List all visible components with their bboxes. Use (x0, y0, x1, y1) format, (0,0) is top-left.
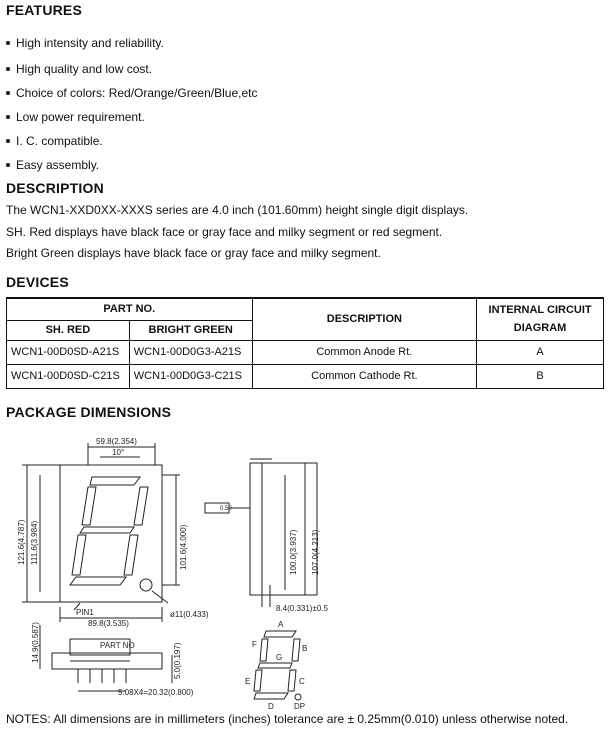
package-drawing (0, 425, 610, 710)
dim-dp-dia: ø11(0.433) (170, 610, 209, 619)
dim-pin1: PIN1 (76, 608, 94, 617)
feature-item: High quality and low cost. (6, 62, 152, 76)
dim-pitch: 5.08X4=20.32(0.800) (118, 688, 194, 697)
description-line: The WCN1-XXD0XX-XXXS series are 4.0 inch (101.60mm) height single digit displays. (6, 203, 469, 217)
devices-heading: DEVICES (6, 274, 69, 290)
dim-side-inner: 100.0(3.937) (289, 529, 298, 575)
dim-height-outer: 121.6(4.787) (17, 519, 26, 565)
header-part-no: PART NO. (7, 298, 253, 320)
dim-flatness: 0.50 (220, 506, 232, 512)
cell-bright-green: WCN1-00D0G3-A21S (129, 340, 252, 364)
feature-item: High intensity and reliability. (6, 36, 164, 50)
seg-d-label: D (268, 702, 274, 710)
seg-dp-label: DP (294, 702, 306, 710)
cell-sh-red: WCN1-00D0SD-A21S (7, 340, 130, 364)
bullet-icon (6, 67, 10, 71)
seg-e-label: E (245, 677, 251, 686)
feature-item: Choice of colors: Red/Orange/Green/Blue,etc (6, 86, 257, 100)
cell-diagram: B (477, 364, 604, 388)
header-description: DESCRIPTION (252, 298, 477, 340)
features-heading: FEATURES (6, 2, 83, 18)
package-heading: PACKAGE DIMENSIONS (6, 404, 172, 420)
dim-bottom-width: 89.8(3.535) (88, 619, 129, 628)
cell-bright-green: WCN1-00D0G3-C21S (129, 364, 252, 388)
bullet-icon (6, 41, 10, 45)
seg-b-label: B (302, 644, 308, 653)
dim-height-inner: 111.6(3.984) (30, 520, 39, 565)
seg-c-label: C (299, 677, 305, 686)
feature-item: Easy assembly. (6, 158, 99, 172)
cell-description: Common Anode Rt. (252, 340, 477, 364)
bullet-icon (6, 91, 10, 95)
feature-item: I. C. compatible. (6, 134, 103, 148)
description-line: Bright Green displays have black face or gray face and milky segment. (6, 246, 381, 260)
dim-pin-len: 5.0(0.197) (173, 642, 182, 679)
bullet-icon (6, 163, 10, 167)
dim-digit-height: 101.6(4.000) (179, 524, 188, 570)
bullet-icon (6, 115, 10, 119)
cell-diagram: A (477, 340, 604, 364)
dim-depth: 14.9(0.587) (31, 622, 40, 663)
header-internal-circuit: INTERNAL CIRCUIT DIAGRAM (477, 298, 604, 340)
seg-f-label: F (252, 640, 257, 649)
cell-sh-red: WCN1-00D0SD-C21S (7, 364, 130, 388)
dim-side-total: 107.0(4.213) (311, 529, 320, 575)
devices-table (6, 297, 604, 389)
description-line: SH. Red displays have black face or gray face and milky segment or red segment. (6, 225, 443, 239)
description-heading: DESCRIPTION (6, 180, 104, 196)
dim-angle: 10° (112, 448, 125, 457)
bullet-icon (6, 139, 10, 143)
dim-top-width: 59.8(2.354) (96, 437, 137, 446)
cell-description: Common Cathode Rt. (252, 364, 477, 388)
notes: NOTES: All dimensions are in millimeters (inches) tolerance are ± 0.25mm(0.010) unless otherwise noted. (6, 712, 569, 726)
table-row (7, 364, 604, 388)
dim-part-no: PART NO (100, 641, 135, 650)
table-row (7, 340, 604, 364)
header-bright-green: BRIGHT GREEN (129, 320, 252, 340)
header-sh-red: SH. RED (7, 320, 130, 340)
seg-a-label: A (278, 620, 284, 629)
feature-item: Low power requirement. (6, 110, 145, 124)
dim-side-pin: 8.4(0.331)±0.5 (276, 604, 328, 613)
seg-g-label: G (276, 653, 283, 662)
